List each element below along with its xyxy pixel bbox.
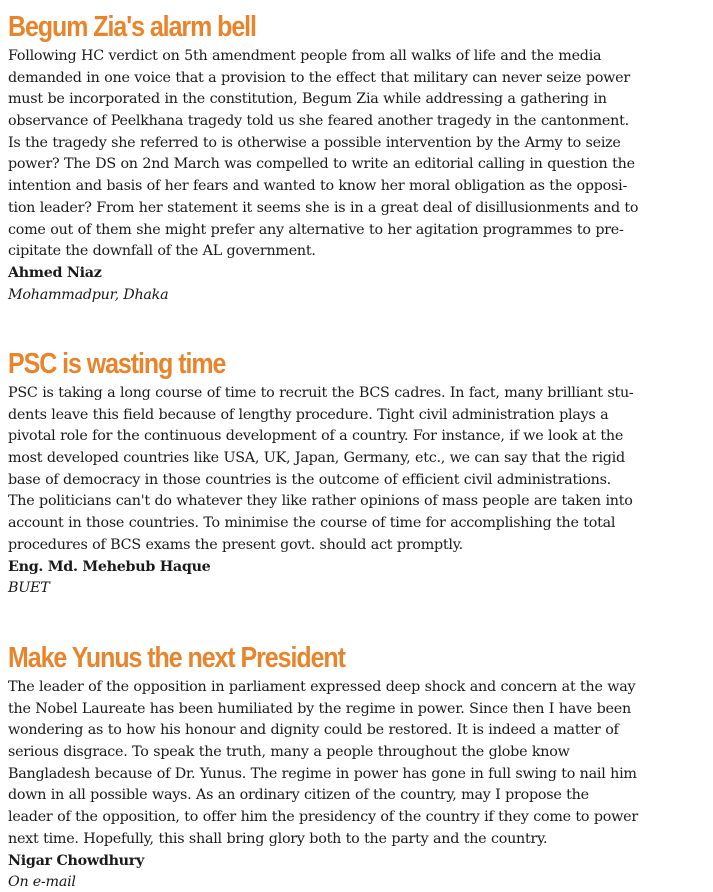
body-line: most developed countries like USA, UK, Japan, Germany, etc., we can say that the rigid bbox=[8, 450, 625, 467]
letter-location: On e-mail bbox=[8, 874, 76, 891]
body-line: wondering as to how his honour and dignity could be restored. It is indeed a matter of bbox=[8, 722, 619, 739]
body-line: The politicians can't do whatever they like rather opinions of mass people are taken into bbox=[8, 493, 633, 510]
body-line: Is the tragedy she referred to is otherwise a possible intervention by the Army to seize bbox=[8, 134, 621, 151]
letter-author: Eng. Md. Mehebub Haque bbox=[8, 558, 211, 575]
letter-yunus bbox=[8, 639, 708, 892]
body-line: dents leave this field because of lengthy procedure. Tight civil administration plays a bbox=[8, 406, 609, 423]
letter-headline: Make Yunus the next President bbox=[8, 642, 345, 674]
body-line: PSC is taking a long course of time to recruit the BCS cadres. In fact, many brilliant stu- bbox=[8, 385, 634, 401]
letter-author: Nigar Chowdhury bbox=[8, 852, 145, 869]
letter-headline: PSC is wasting time bbox=[8, 348, 226, 380]
letter-begum-zia bbox=[8, 8, 708, 306]
body-line: must be incorporated in the constitution, Begum Zia while addressing a gathering in bbox=[8, 91, 607, 108]
body-line: serious disgrace. To speak the truth, many a people throughout the globe know bbox=[8, 744, 570, 761]
letter-body bbox=[8, 383, 708, 557]
body-line: The leader of the opposition in parliament expressed deep shock and concern at the way bbox=[8, 679, 636, 695]
body-line: cipitate the downfall of the AL government. bbox=[8, 243, 316, 260]
body-line: Bangladesh because of Dr. Yunus. The regime in power has gone in full swing to nail him bbox=[8, 765, 637, 782]
letter-author: Ahmed Niaz bbox=[8, 264, 102, 281]
body-line: account in those countries. To minimise the course of time for accomplishing the total bbox=[8, 515, 616, 532]
body-line: tion leader? From her statement it seems she is in a great deal of disillusionments and to bbox=[8, 199, 639, 216]
letter-location: BUET bbox=[8, 580, 50, 597]
letter-location: Mohammadpur, Dhaka bbox=[8, 286, 169, 303]
letter-body bbox=[8, 677, 708, 851]
body-line: observance of Peelkhana tragedy told us she feared another tragedy in the cantonment. bbox=[8, 113, 629, 130]
letter-headline: Begum Zia's alarm bell bbox=[8, 11, 256, 43]
letter-body bbox=[8, 46, 708, 263]
body-line: the Nobel Laureate has been humiliated by the regime in power. Since then I have been bbox=[8, 700, 631, 717]
body-line: pivotal role for the continuous development of a country. For instance, if we look at the bbox=[8, 428, 624, 445]
body-line: Following HC verdict on 5th amendment people from all walks of life and the media bbox=[8, 48, 602, 64]
body-line: next time. Hopefully, this shall bring glory both to the party and the country. bbox=[8, 830, 548, 847]
body-line: power? The DS on 2nd March was compelled to write an editorial calling in question the bbox=[8, 156, 635, 173]
body-line: base of democracy in those countries is the outcome of efficient civil administrations. bbox=[8, 471, 611, 488]
body-line: demanded in one voice that a provision to the effect that military can never seize power bbox=[8, 69, 630, 86]
body-line: intention and basis of her fears and wanted to know her moral obligation as the opposi- bbox=[8, 178, 628, 195]
letter-psc bbox=[8, 345, 708, 600]
body-line: leader of the opposition, to offer him the presidency of the country if they come to power bbox=[8, 809, 638, 826]
body-line: come out of them she might prefer any alternative to her agitation programmes to pre- bbox=[8, 221, 624, 238]
body-line: down in all possible ways. As an ordinary citizen of the country, may I propose the bbox=[8, 787, 589, 804]
body-line: procedures of BCS exams the present govt. should act promptly. bbox=[8, 536, 463, 553]
